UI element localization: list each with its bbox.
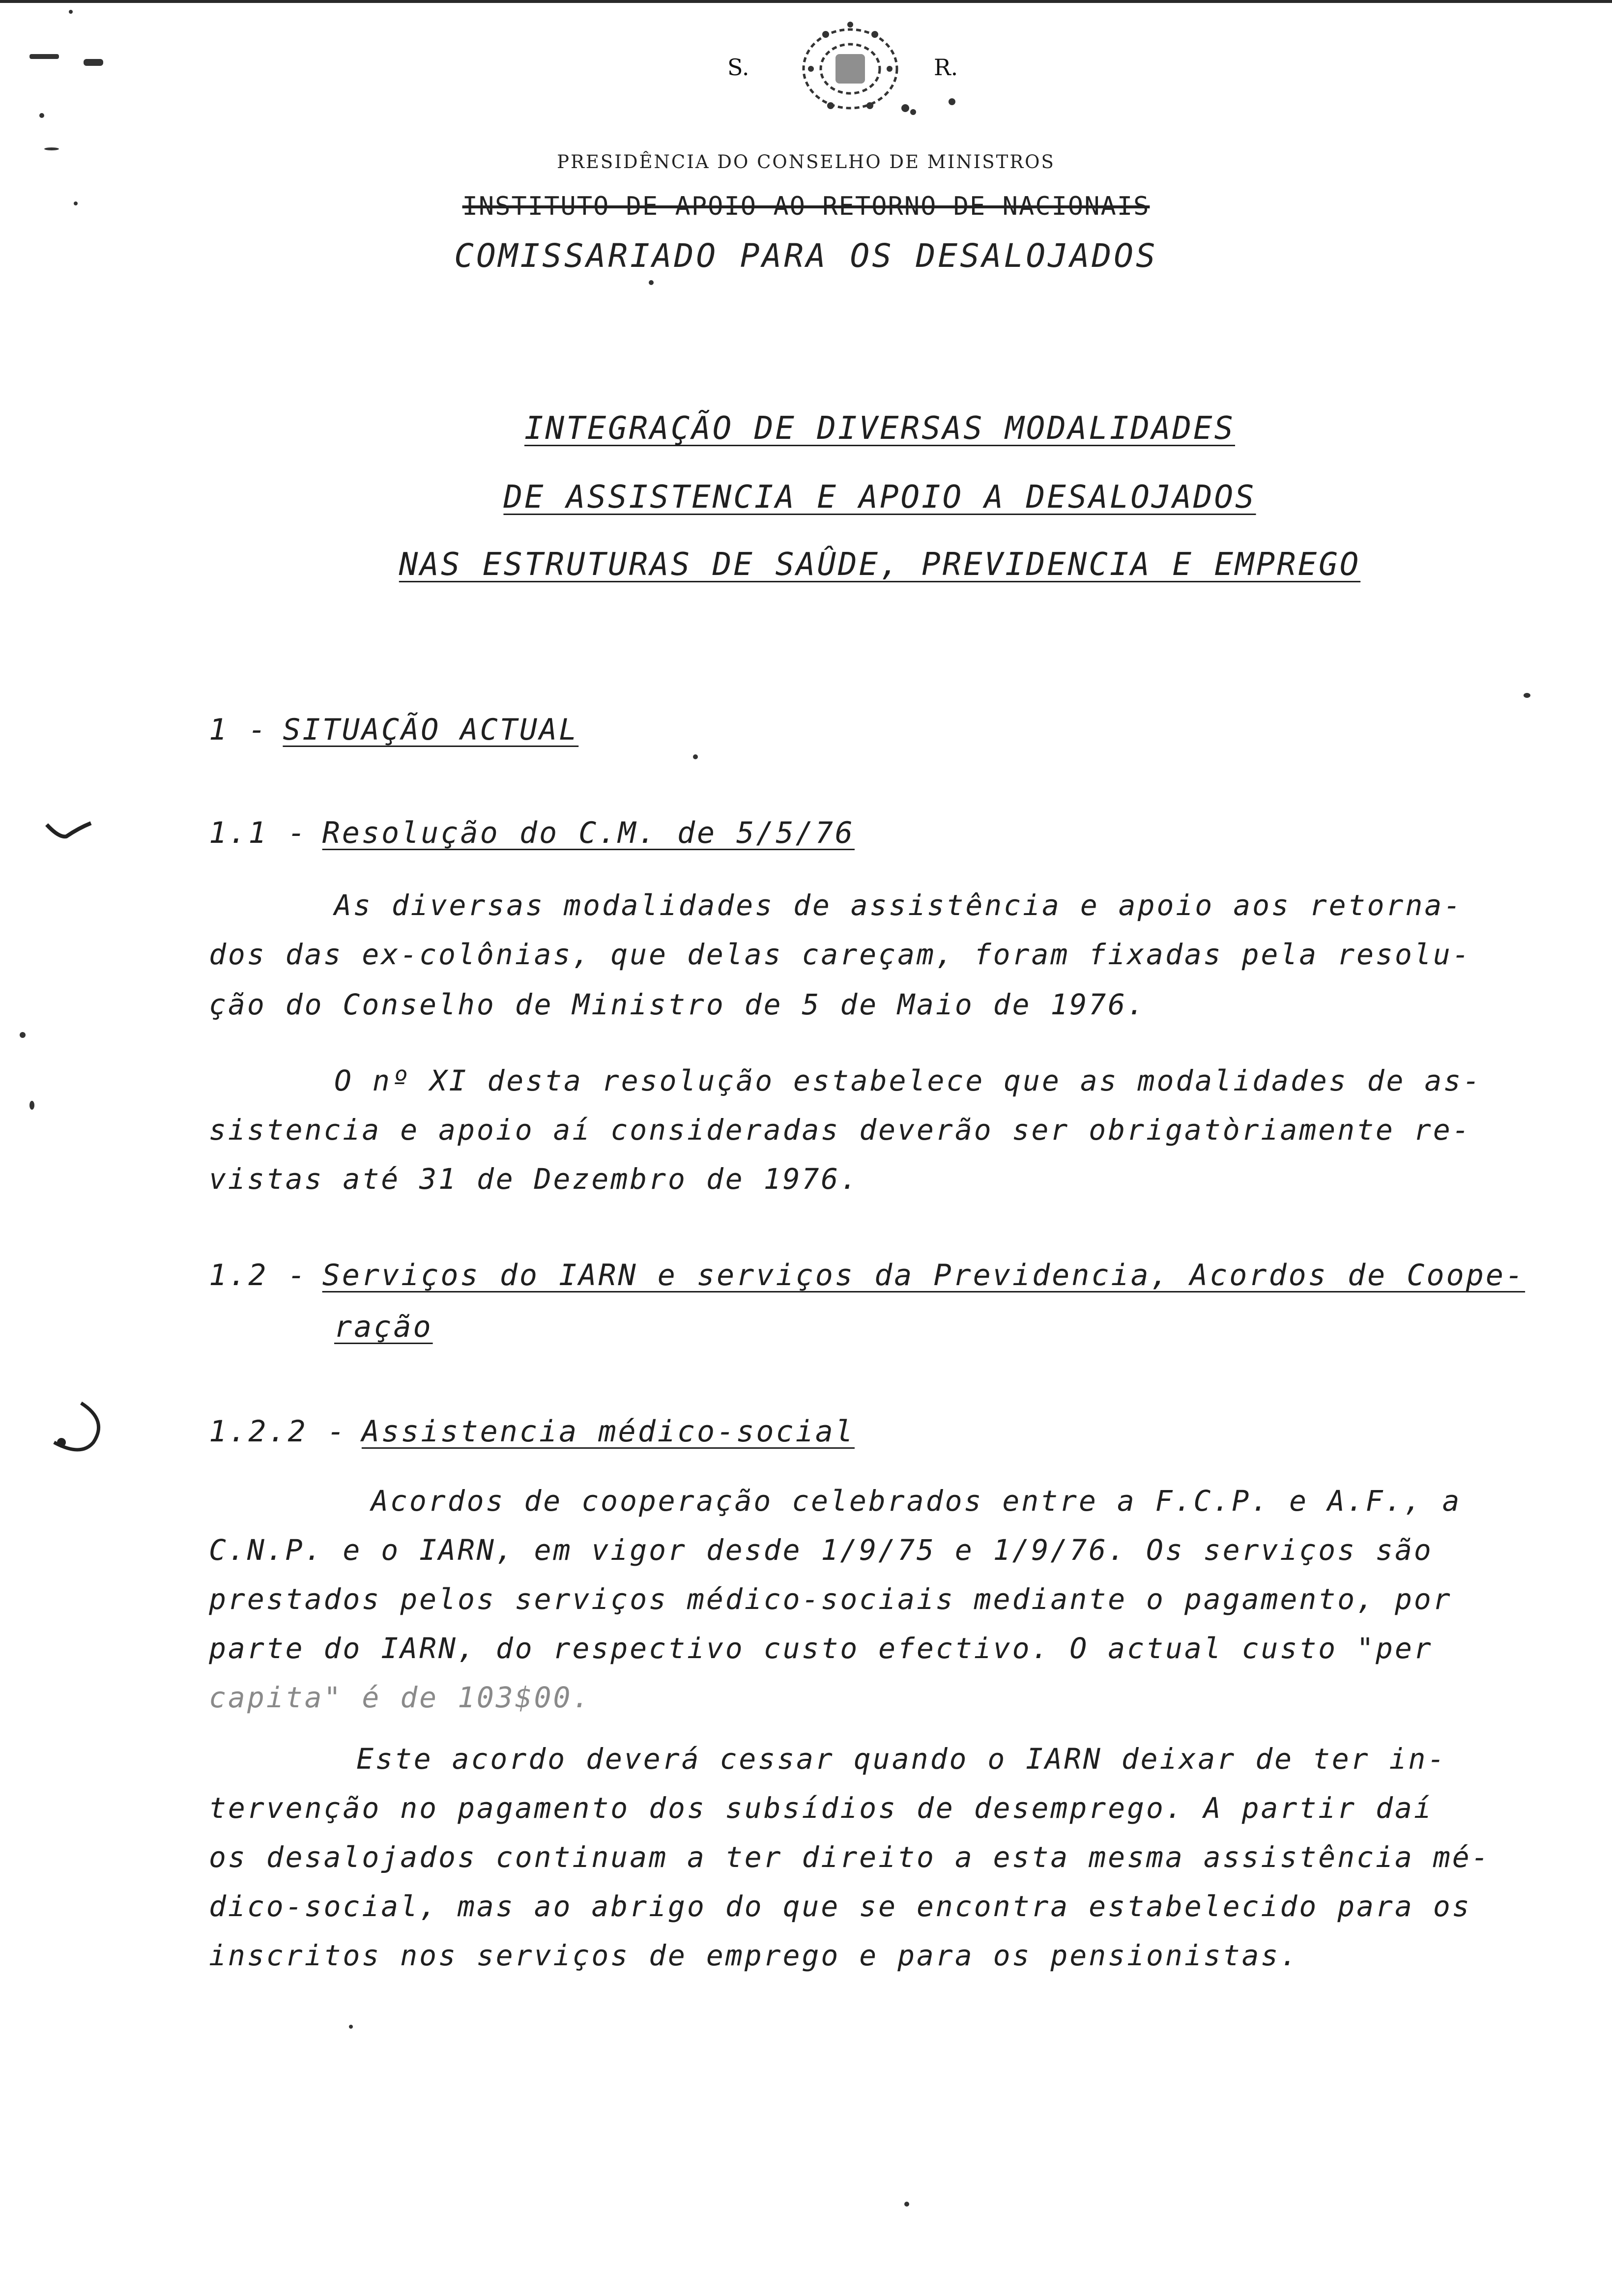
paragraph-line: parte do IARN, do respectivo custo efectivo. O actual custo "per bbox=[209, 1632, 1433, 1665]
section-1-2-heading bbox=[209, 1258, 1525, 1292]
scan-speck bbox=[693, 754, 698, 759]
section-title: Assistencia médico-social bbox=[361, 1414, 855, 1449]
section-number: 1.2.2 - bbox=[209, 1414, 347, 1449]
letterhead-emblem-row bbox=[678, 15, 1022, 128]
check-mark-icon bbox=[44, 816, 93, 845]
paragraph-line: prestados pelos serviços médico-sociais mediante o pagamento, por bbox=[209, 1582, 1452, 1616]
paragraph-line: ção do Conselho de Ministro de 5 de Maio de 1976. bbox=[209, 988, 1147, 1021]
paragraph-line: dos das ex-colônias, que delas careçam, foram fixadas pela resolu- bbox=[209, 938, 1471, 971]
paragraph-line-faded: capita" é de 103$00. bbox=[209, 1681, 592, 1714]
section-1-heading bbox=[209, 713, 578, 747]
scan-speck bbox=[69, 10, 73, 14]
scan-speck bbox=[84, 59, 103, 66]
scan-speck bbox=[44, 147, 59, 150]
paragraph-line: Acordos de cooperação celebrados entre a F.C.P. e A.F., a bbox=[371, 1484, 1462, 1518]
scan-speck bbox=[29, 54, 59, 59]
scan-speck bbox=[39, 113, 44, 118]
document-title-line-1: INTEGRAÇÃO DE DIVERSAS MODALIDADES bbox=[524, 410, 1236, 447]
scan-speck bbox=[649, 280, 654, 285]
scan-speck bbox=[349, 2025, 353, 2029]
section-number: 1.1 - bbox=[209, 816, 308, 850]
paragraph-line: O nº XI desta resolução estabelece que as modalidades de as- bbox=[334, 1064, 1482, 1097]
section-title: Resolução do C.M. de 5/5/76 bbox=[322, 816, 855, 850]
presidencia-heading: PRESIDÊNCIA DO CONSELHO DE MINISTROS bbox=[557, 151, 1055, 172]
coat-of-arms-icon bbox=[777, 15, 924, 128]
section-number: 1 - bbox=[209, 713, 268, 747]
scan-speck bbox=[904, 2202, 909, 2207]
paragraph-line: As diversas modalidades de assistência e apoio aos retorna- bbox=[334, 889, 1463, 922]
scan-speck bbox=[20, 1032, 26, 1038]
paragraph-line: dico-social, mas ao abrigo do que se encontra estabelecido para os bbox=[209, 1890, 1471, 1923]
top-border-line bbox=[0, 0, 1612, 3]
section-title: Serviços do IARN e serviços da Previdencia, Acordos de Coope- bbox=[322, 1258, 1526, 1292]
struck-institute-line bbox=[0, 192, 1612, 221]
section-title: SITUAÇÃO ACTUAL bbox=[283, 713, 579, 747]
paragraph-line: C.N.P. e o IARN, em vigor desde 1/9/75 e 1/9/76. Os serviços são bbox=[209, 1533, 1433, 1567]
section-number: 1.2 - bbox=[209, 1258, 308, 1292]
margin-bracket-icon bbox=[47, 1401, 111, 1460]
scan-speck bbox=[29, 1101, 34, 1110]
section-1-2-heading-continuation bbox=[334, 1310, 433, 1344]
scan-speck bbox=[1524, 693, 1530, 698]
paragraph-line: sistencia e apoio aí consideradas deverão ser obrigatòriamente re- bbox=[209, 1113, 1471, 1147]
emblem-left-letter: S. bbox=[727, 54, 749, 81]
paragraph-line: os desalojados continuam a ter direito a esta mesma assistência mé- bbox=[209, 1840, 1491, 1874]
paragraph-line: tervenção no pagamento dos subsídios de desemprego. A partir daí bbox=[209, 1791, 1433, 1825]
paragraph-line: Este acordo deverá cessar quando o IARN deixar de ter in- bbox=[356, 1742, 1447, 1776]
paragraph-line: inscritos nos serviços de emprego e para os pensionistas. bbox=[209, 1939, 1299, 1972]
section-title-continuation: ração bbox=[334, 1310, 433, 1344]
section-1-1-heading bbox=[209, 816, 855, 850]
section-1-2-2-heading bbox=[209, 1414, 855, 1449]
emblem-right-letter: R. bbox=[934, 54, 958, 81]
comissariado-heading: COMISSARIADO PARA OS DESALOJADOS bbox=[454, 237, 1158, 275]
document-title-line-2: DE ASSISTENCIA E APOIO A DESALOJADOS bbox=[503, 479, 1256, 516]
struck-institute-text: INSTITUTO DE APOIO AO RETORNO DE NACIONAIS bbox=[462, 192, 1150, 221]
document-title-line-3: NAS ESTRUTURAS DE SAÛDE, PREVIDENCIA E EMPREGO bbox=[399, 546, 1361, 583]
paragraph-line: vistas até 31 de Dezembro de 1976. bbox=[209, 1162, 860, 1196]
